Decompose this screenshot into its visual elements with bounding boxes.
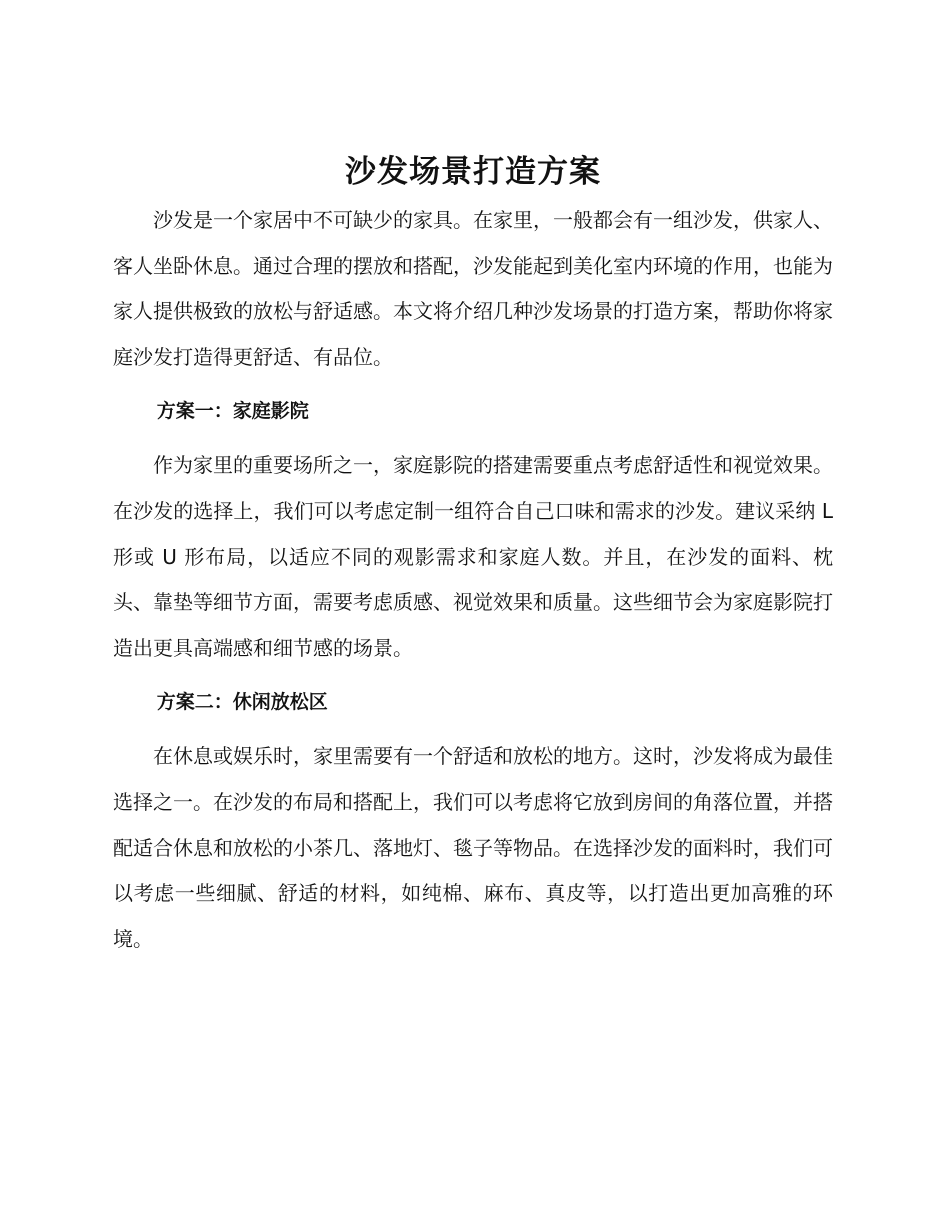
section-paragraph: 作为家里的重要场所之一，家庭影院的搭建需要重点考虑舒适性和视觉效果。在沙发的选择上，我们可以考虑定制一组符合自己口味和需求的沙发。建议采纳 L 形或 U 形布局，以适应不同的观影需求和家庭人数。并且，在沙发的面料、枕头、靠垫等细节方面，需要考虑质感、视觉效果和质量。这些细节会为家庭影院打造出更具高端感和细节感的场景。 <box>113 453 833 660</box>
document-title: 沙发场景打造方案 <box>345 154 601 190</box>
section-heading: 方案一：家庭影院 <box>156 400 309 423</box>
section-paragraph: 在休息或娱乐时，家里需要有一个舒适和放松的地方。这时，沙发将成为最佳选择之一。在沙发的布局和搭配上，我们可以考虑将它放到房间的角落位置，并搭配适合休息和放松的小茶几、落地灯、毯子等物品。在选择沙发的面料时，我们可以考虑一些细腻、舒适的材料，如纯棉、麻布、真皮等，以打造出更加高雅的环境。 <box>113 744 833 951</box>
section-home-theater <box>113 391 833 671</box>
intro-paragraph: 沙发是一个家居中不可缺少的家具。在家里，一般都会有一组沙发，供家人、客人坐卧休息。通过合理的摆放和搭配，沙发能起到美化室内环境的作用，也能为家人提供极致的放松与舒适感。本文将介绍几种沙发场景的打造方案，帮助你将家庭沙发打造得更舒适、有品位。 <box>113 208 833 369</box>
section-leisure-area <box>113 682 833 962</box>
section-heading: 方案二：休闲放松区 <box>156 691 328 714</box>
document-body <box>113 150 833 962</box>
